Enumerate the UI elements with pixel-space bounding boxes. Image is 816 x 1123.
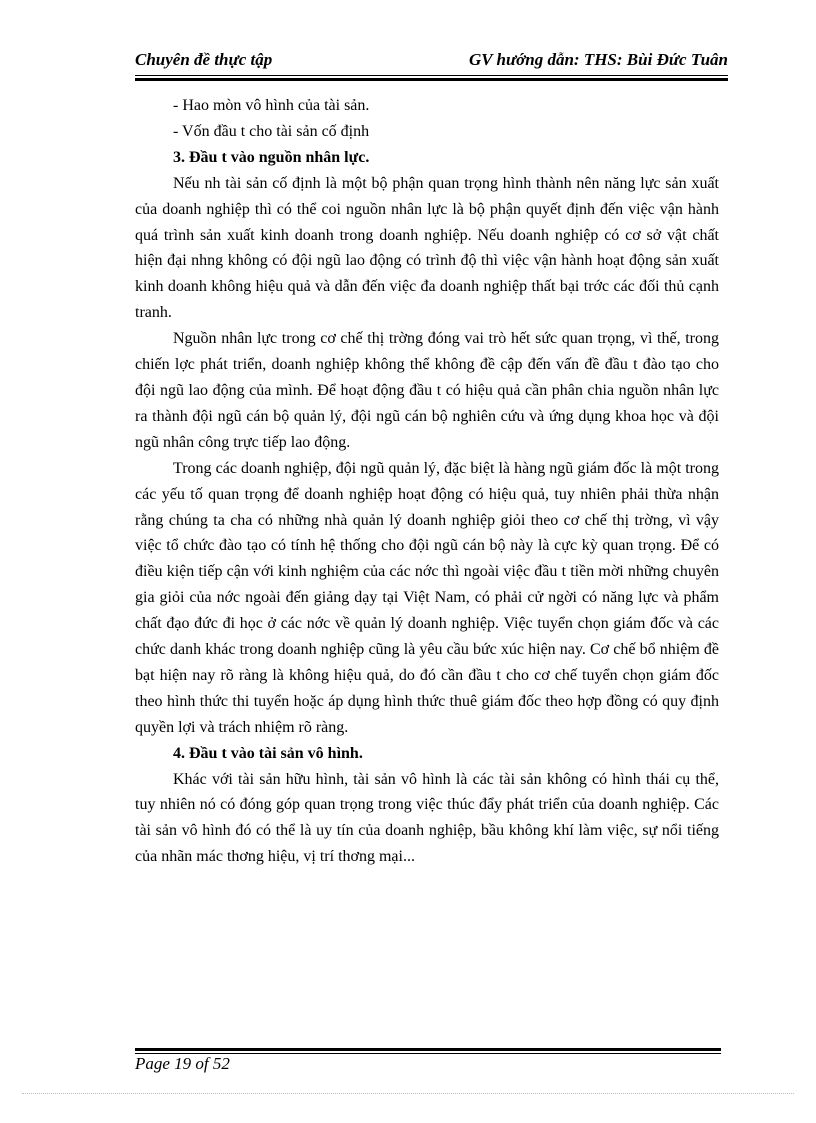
paragraph: Nếu nh tài sản cố định là một bộ phận quan trọng hình thành nên năng lực sản xuất của doanh nghiệp thì có thể coi nguồn nhân lực là bộ phận quyết định đến việc vận hành quá trình sản xuất kinh doanh trong doanh nghiệp. Nếu doanh nghiệp có cơ sở vật chất hiện đại nhng không có đội ngũ lao động có trình độ thì việc vận hành hoạt động sản xuất kinh doanh không hiệu quả và dẫn đến việc đa doanh nghiệp thất bại trớc các đối thủ cạnh tranh. [135,174,719,322]
list-item: - Vốn đầu t cho tài sản cố định [173,122,370,140]
header-title: Chuyên đề thực tập [135,50,273,69]
paragraph: Nguồn nhân lực trong cơ chế thị trờng đóng vai trò hết sức quan trọng, vì thế, trong chiến lợc phát triển, doanh nghiệp không thể không đề cập đến vấn đề đầu t đào tạo cho đội ngũ lao động của mình. Để hoạt động đầu t có hiệu quả cần phân chia nguồn nhân lực ra thành đội ngũ cán bộ quản lý, đội ngũ cán bộ nghiên cứu và ứng dụng khoa học và đội ngũ nhân công trực tiếp lao động. [135,330,719,451]
header-rule [135,75,728,76]
section-heading: 4. Đầu t vào tài sản vô hình. [173,744,363,762]
paragraph: Khác với tài sản hữu hình, tài sản vô hình là các tài sản không có hình thái cụ thể, tuy nhiên nó có đóng góp quan trọng trong việc thúc đẩy phát triển của doanh nghiệp. Các tài sản vô hình đó có thể là uy tín của doanh nghiệp, bầu không khí làm việc, sự nổi tiếng của nhãn mác thơng hiệu, vị trí thơng mại... [135,770,719,866]
footer-rule-thick [135,1048,721,1051]
section-heading: 3. Đầu t vào nguồn nhân lực. [173,148,370,166]
paragraph: Trong các doanh nghiệp, đội ngũ quản lý, đặc biệt là hàng ngũ giám đốc là một trong các yếu tố quan trọng để doanh nghiệp hoạt động có hiệu quả, tuy nhiên phải thừa nhận rằng chúng ta cha có những nhà quản lý doanh nghiệp giỏi theo cơ chế thị trờng, vì vậy việc tổ chức đào tạo có tính hệ thống cho đội ngũ cán bộ này là cực kỳ quan trọng. Để có điều kiện tiếp cận với kinh nghiệm của các nớc thì ngoài việc đầu t tiền mời những chuyên gia giỏi của nớc ngoài đến giảng dạy tại Việt Nam, có phải cử ngời có năng lực và phẩm chất đạo đức đi học ở các nớc về quản lý doanh nghiệp. Việc tuyển chọn giám đốc và các chức danh khác trong doanh nghiệp cũng là yêu cầu bức xúc hiện nay. Cơ chế bổ nhiệm đề bạt hiện nay rõ ràng là không hiệu quả, do đó cần đầu t cho cơ chế tuyển chọn giám đốc theo hình thức thi tuyển hoặc áp dụng hình thức thuê giám đốc theo hợp đồng có quy định quyền lợi và trách nhiệm rõ ràng. [135,459,719,736]
page-number: Page 19 of 52 [135,1054,230,1073]
list-item: - Hao mòn vô hình của tài sản. [173,97,370,114]
page-edge [22,1093,794,1094]
header-rule-thick [135,78,728,81]
header-supervisor: GV hướng dẫn: THS: Bùi Đức Tuân [468,50,728,69]
page-header [135,48,728,74]
page-body [135,93,719,870]
